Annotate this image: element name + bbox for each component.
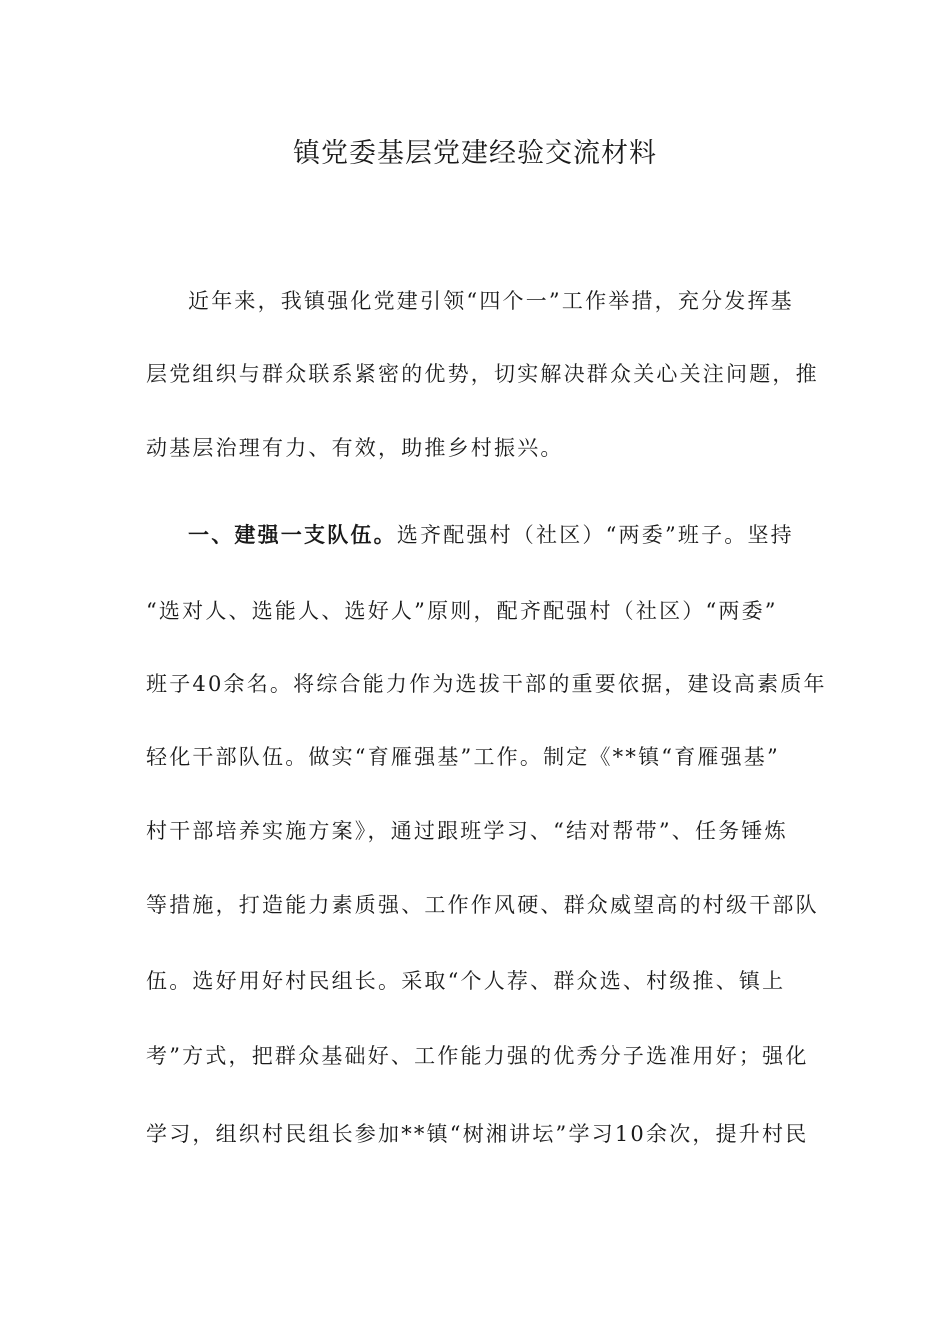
section1-first-line-text: 选齐配强村（社区）“两委”班子。坚持 bbox=[396, 523, 794, 547]
intro-line-2: 层党组织与群众联系紧密的优势，切实解决群众关心关注问题，推 bbox=[146, 362, 819, 386]
section1-line-6: 等措施，打造能力素质强、工作作风硬、群众威望高的村级干部队 bbox=[146, 893, 819, 917]
section1-line-3: 班子40余名。将综合能力作为选拔干部的重要依据，建设高素质年 bbox=[146, 672, 827, 696]
intro-line-1: 近年来，我镇强化党建引领“四个一”工作举措，充分发挥基 bbox=[188, 289, 794, 313]
section1-line-4: 轻化干部队伍。做实“育雁强基”工作。制定《**镇“育雁强基” bbox=[146, 745, 780, 769]
section1-heading: 一、建强一支队伍。 bbox=[188, 523, 397, 547]
intro-line-3: 动基层治理有力、有效，助推乡村振兴。 bbox=[146, 436, 564, 460]
section1-first-line bbox=[188, 520, 848, 550]
section1-line-2: “选对人、选能人、选好人”原则，配齐配强村（社区）“两委” bbox=[146, 599, 778, 623]
section1-line-7: 伍。选好用好村民组长。采取“个人荐、群众选、村级推、镇上 bbox=[146, 969, 786, 993]
section1-line-8: 考”方式，把群众基础好、工作能力强的优秀分子选准用好；强化 bbox=[146, 1044, 809, 1068]
section1-line-9: 学习，组织村民组长参加**镇“树湘讲坛”学习10余次，提升村民 bbox=[146, 1122, 809, 1146]
section1-line-5: 村干部培养实施方案》，通过跟班学习、“结对帮带”、任务锤炼 bbox=[146, 819, 788, 843]
document-title: 镇党委基层党建经验交流材料 bbox=[293, 138, 657, 169]
